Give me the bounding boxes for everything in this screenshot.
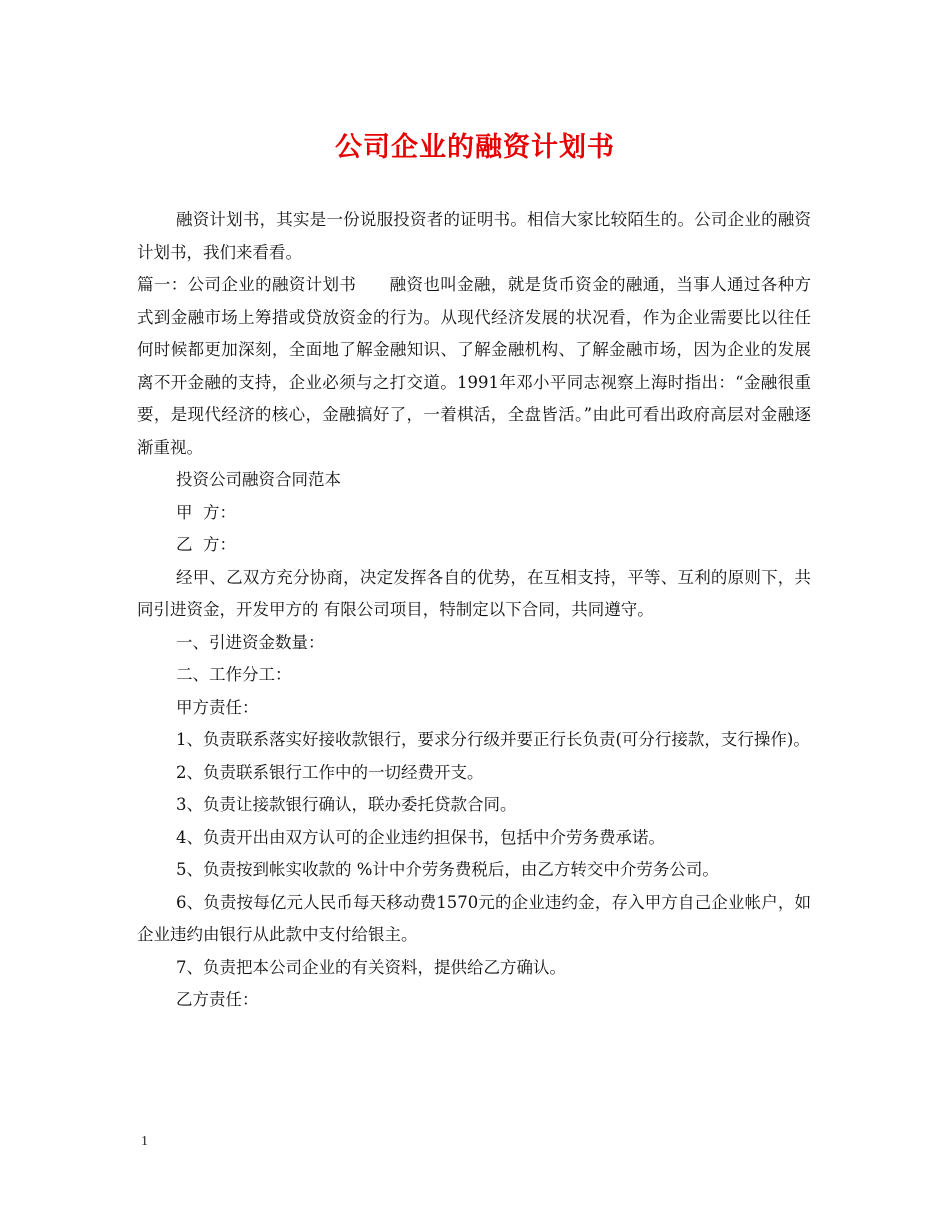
paragraph-party-b-duties: 乙方责任： — [176, 990, 259, 1009]
document-body — [137, 204, 811, 1017]
paragraph-agreement: 经甲、乙双方充分协商，决定发挥各自的优势，在互相支持，平等、互利的原则下，共同引进资金，开发甲方的 有限公司项目，特制定以下合同，共同遵守。 — [137, 567, 811, 619]
section-one-paragraph — [137, 269, 811, 464]
paragraph-party-a: 甲 方： — [176, 502, 236, 522]
intro-paragraph: 融资计划书，其实是一份说服投资者的证明书。相信大家比较陌生的。公司企业的融资计划书，我们来看看。 — [137, 210, 811, 262]
paragraph-duty-4: 4、负责开出由双方认可的企业违约担保书，包括中介劳务费承诺。 — [176, 827, 665, 847]
paragraph-clause-1: 一、引进资金数量： — [176, 632, 325, 652]
paragraph-duty-2: 2、负责联系银行工作中的一切经费开支。 — [176, 762, 484, 782]
paragraph-party-a-duties: 甲方责任： — [176, 697, 259, 717]
paragraph-duty-6: 6、负责按每亿元人民币每天移动费1570元的企业违约金，存入甲方自己企业帐户，如企业违约由银行从此款中支付给银主。 — [137, 892, 811, 944]
section-one-text: 融资也叫金融，就是货币资金的融通，当事人通过各种方式到金融市场上筹措或贷放资金的行为。从现代经济发展的状况看，作为企业需要比以往任何时候都更加深刻，全面地了解金融知识、了解金融机构、了解金融市场，因为企业的发展离不开金融的支持，企业必须与之打交道。1991年邓小平同志视察上海时指出：“金融很重要，是现代经济的核心，金融搞好了，一着棋活，全盘皆活。”由此可看出政府高层对金融逐渐重视。 — [137, 275, 812, 457]
section-one-label: 篇一：公司企业的融资计划书 — [137, 275, 357, 294]
paragraph-clause-2: 二、工作分工： — [176, 665, 292, 684]
paragraph-duty-5: 5、负责按到帐实收款的 %计中介劳务费税后，由乙方转交中介劳务公司。 — [176, 860, 719, 879]
paragraph-party-b: 乙 方： — [176, 535, 236, 554]
paragraph-contract-title: 投资公司融资合同范本 — [176, 470, 341, 489]
paragraph-duty-1: 1、负责联系落实好接收款银行，要求分行级并要正行长负责(可分行接款，支行操作)。 — [176, 730, 810, 749]
document-title: 公司企业的融资计划书 — [335, 132, 615, 163]
page-number: 1 — [141, 1134, 148, 1149]
paragraph-duty-7: 7、负责把本公司企业的有关资料，提供给乙方确认。 — [176, 957, 566, 977]
paragraph-duty-3: 3、负责让接款银行确认，联办委托贷款合同。 — [176, 795, 517, 814]
